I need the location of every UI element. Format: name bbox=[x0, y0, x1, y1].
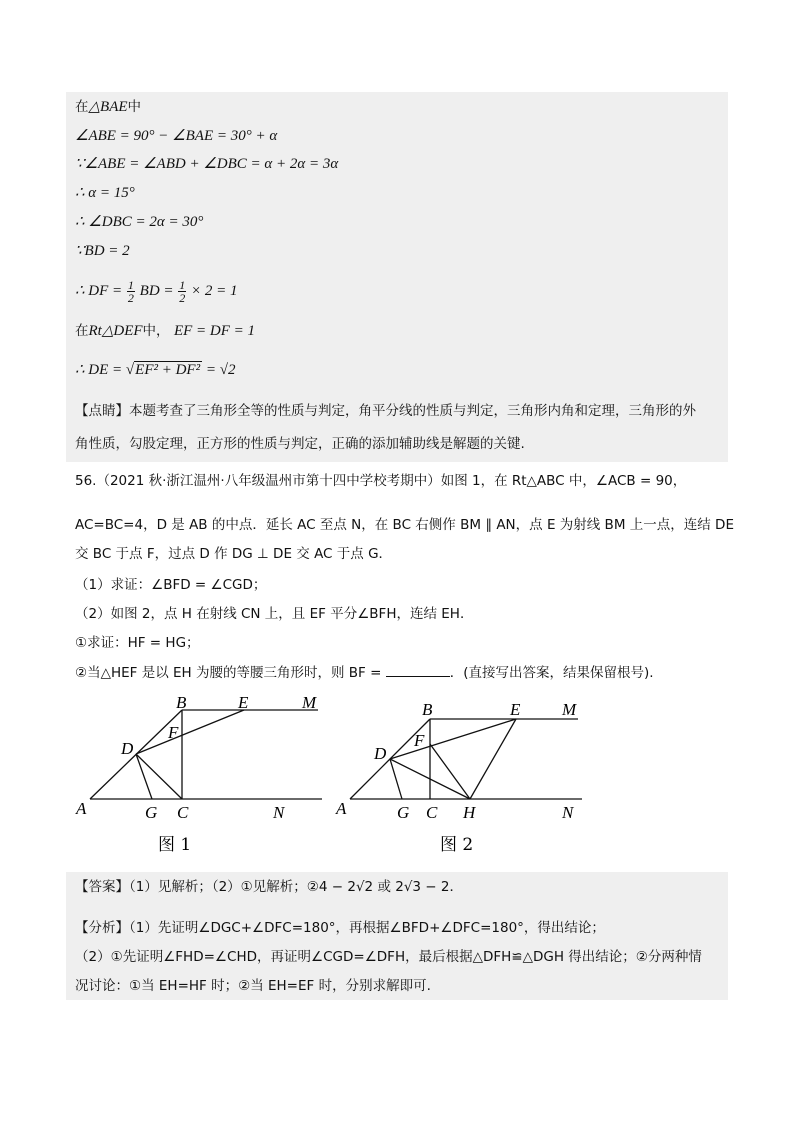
fig2-label-n: N bbox=[562, 803, 574, 822]
solution-line-2: ∠ABE = 90° − ∠BAE = 30° + α bbox=[75, 128, 278, 144]
problem-line-3: 交 BC 于点 F，过点 D 作 DG ⊥ DE 交 AC 于点 G． bbox=[75, 546, 393, 562]
analysis-line-2: （2）①先证明∠FHD=∠CHD，再证明∠CGD=∠DFH，最后根据△DFH≌△DGH 得出结论；②分两种情 bbox=[75, 949, 702, 965]
solution-line-8: 在Rt△DEF中， EF = DF = 1 bbox=[75, 323, 256, 339]
solution-line-3: ∵∠ABE = ∠ABD + ∠DBC = α + 2α = 3α bbox=[75, 156, 339, 172]
fig1-label-d: D bbox=[121, 739, 134, 758]
fig1-label-m: M bbox=[302, 693, 317, 712]
question-2: （2）如图 2，点 H 在射线 CN 上，且 EF 平分∠BFH，连结 EH． bbox=[75, 606, 474, 622]
fig1-label-a: A bbox=[76, 799, 87, 818]
question-1: （1）求证：∠BFD = ∠CGD； bbox=[75, 577, 267, 593]
fig2-label-h: H bbox=[463, 803, 476, 822]
answer-line: 【答案】（1）见解析；（2）①见解析；②4 − 2√2 或 2√3 − 2． bbox=[75, 879, 463, 895]
fig1-label-e: E bbox=[238, 693, 249, 712]
fig1-label-n: N bbox=[273, 803, 285, 822]
solution-line-5: ∴ ∠DBC = 2α = 30° bbox=[75, 214, 204, 230]
solution-line-7: ∴ DF = $\frac{1}{2}$ BD = $\frac{1}{2}$ × 2 = 1 bbox=[75, 278, 238, 305]
fig1-caption: 图 1 bbox=[158, 835, 192, 855]
problem-line-2: AC=BC=4，D 是 AB 的中点．延长 AC 至点 N，在 BC 右侧作 BM ∥ AN，点 E 为射线 BM 上一点，连结 DE bbox=[75, 517, 734, 533]
fig2-caption: 图 2 bbox=[440, 835, 474, 855]
problem-line-1: 56.（2021 秋·浙江温州·八年级温州市第十四中学校考期中）如图 1，在 Rt△ABC 中，∠ACB = 90， bbox=[75, 473, 687, 489]
analysis-line-3: 况讨论：①当 EH=HF 时；②当 EH=EF 时，分别求解即可. bbox=[75, 978, 431, 994]
figure-2 bbox=[330, 692, 630, 862]
question-2a: ①求证：HF = HG； bbox=[75, 635, 200, 651]
comment-line-2: 角性质，勾股定理，正方形的性质与判定，正确的添加辅助线是解题的关键. bbox=[75, 436, 525, 452]
fig2-label-g: G bbox=[397, 803, 410, 822]
solution-line-9: ∴ DE = √EF² + DF² = √2 bbox=[75, 362, 236, 378]
solution-line-4: ∴ α = 15° bbox=[75, 185, 135, 201]
solution-line-1: 在△BAE中 bbox=[75, 99, 142, 115]
question-2b: ②当△HEF 是以 EH 为腰的等腰三角形时，则 BF = ．(直接写出答案，结果保留根号). bbox=[75, 662, 654, 684]
fig1-label-f: F bbox=[168, 723, 179, 742]
fig1-label-b: B bbox=[176, 693, 187, 712]
answer-blank bbox=[386, 662, 450, 677]
comment-line-1: 【点睛】本题考查了三角形全等的性质与判定，角平分线的性质与判定，三角形内角和定理，三角形的外 bbox=[75, 403, 696, 419]
fig2-label-c: C bbox=[426, 803, 438, 822]
analysis-line-1: 【分析】（1）先证明∠DGC+∠DFC=180°，再根据∠BFD+∠DFC=180°，得出结论； bbox=[75, 920, 605, 936]
fig2-label-d: D bbox=[374, 744, 387, 763]
fig1-label-c: C bbox=[177, 803, 189, 822]
fig2-label-b: B bbox=[422, 700, 433, 719]
fig2-label-a: A bbox=[336, 799, 347, 818]
fig2-label-f: F bbox=[414, 731, 425, 750]
fig2-label-e: E bbox=[510, 700, 521, 719]
fig1-label-g: G bbox=[145, 803, 158, 822]
figure-1 bbox=[66, 692, 366, 862]
fig2-label-m: M bbox=[562, 700, 577, 719]
solution-line-6: ∵BD = 2 bbox=[75, 243, 130, 259]
